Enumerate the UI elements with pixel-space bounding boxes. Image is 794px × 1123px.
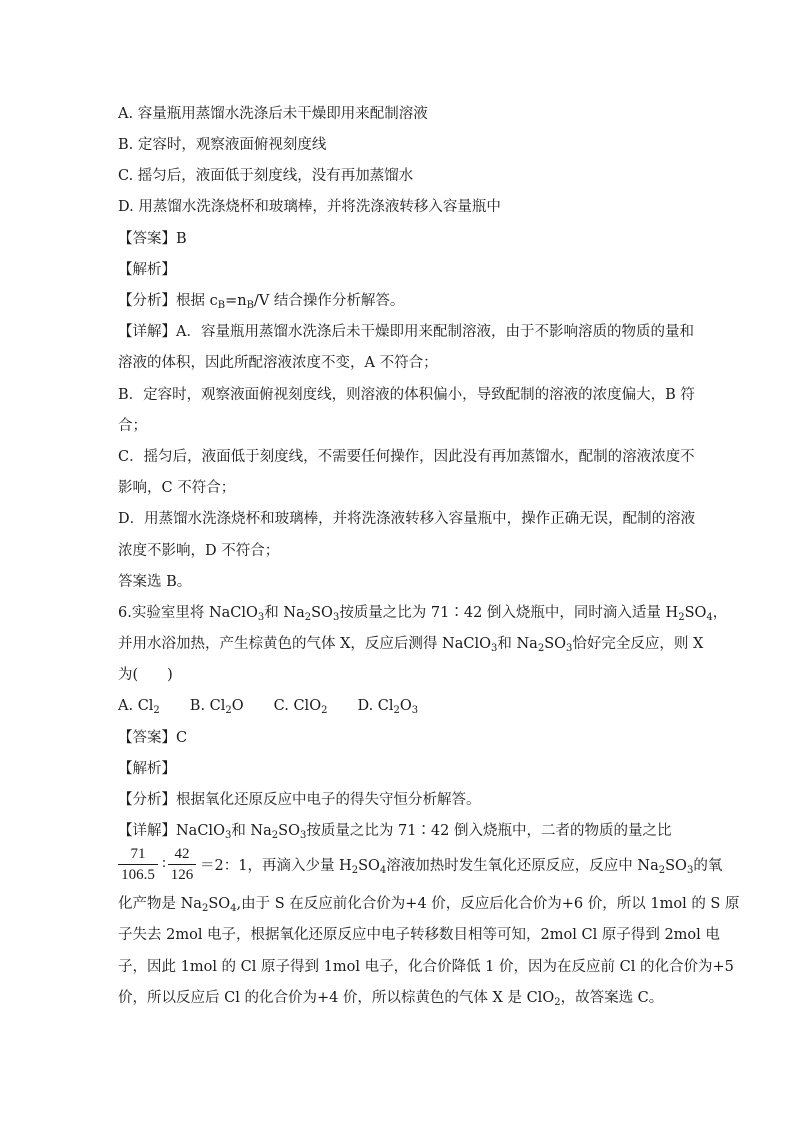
q6-text: SO bbox=[208, 896, 231, 912]
q6-sub: 4 bbox=[379, 865, 387, 876]
q6-sub: 3 bbox=[491, 643, 498, 654]
q6-text: 按质量之比为 71∶42 倒入烧瓶中，二者的物质的量之比 bbox=[306, 823, 672, 839]
q6-stem-line1 bbox=[118, 603, 727, 623]
q6-jiexi-heading: 【解析】 bbox=[118, 761, 176, 777]
q5-analysis-sub-b2: B bbox=[246, 300, 254, 311]
q6-text: 【详解】NaClO bbox=[118, 823, 225, 839]
q6-sub: 2 bbox=[658, 865, 666, 876]
q6-text: 6.实验室里将 NaClO bbox=[118, 605, 258, 621]
q6-option-d: D. $Cl_2O_3$ bbox=[357, 698, 419, 716]
q6-text: 价，所以反应后 Cl 的化合价为+4 价，所以棕黄色的气体 X 是 ClO bbox=[118, 990, 555, 1006]
q6-detail-line2 bbox=[200, 856, 722, 876]
q6-text: 并用水浴加热，产生棕黄色的气体 X，反应后测得 NaClO bbox=[118, 636, 491, 652]
q5-option-c: C. 摇匀后，液面低于刻度线，没有再加蒸馏水 bbox=[118, 168, 414, 184]
q5-detail-a-line2: 溶液的体积，因此所配溶液浓度不变，A 不符合； bbox=[118, 355, 438, 371]
q6-fraction-expression bbox=[118, 845, 198, 889]
q5-jiexi-heading: 【解析】 bbox=[118, 262, 176, 278]
q5-option-d: D. 用蒸馏水洗涤烧杯和玻璃棒，并将洗涤液转移入容量瓶中 bbox=[118, 199, 501, 215]
q5-detail-c-line1: C．摇匀后，液面低于刻度线，不需要任何操作，因此没有再加蒸馏水，配制的溶液浓度不 bbox=[118, 449, 695, 465]
q6-sub: 2 bbox=[678, 612, 685, 623]
q6-detail-line3 bbox=[118, 894, 739, 914]
q6-text: 溶液加热时发生氧化还原反应，反应中 Na bbox=[386, 858, 659, 874]
q5-detail-c-line2: 影响，C 不符合； bbox=[118, 480, 236, 496]
q6-text: 按质量之比为 71∶42 倒入烧瓶中，同时滴入适量 H bbox=[339, 605, 679, 621]
q6-sub: 2 bbox=[201, 903, 209, 914]
fraction-numerator: 71 bbox=[118, 845, 158, 865]
q6-text: SO bbox=[544, 636, 567, 652]
fraction-42-over-126 bbox=[168, 845, 196, 885]
q6-analysis: 【分析】根据氧化还原反应中电子的得失守恒分析解答。 bbox=[118, 792, 481, 808]
q6-text: ，故答案选 C。 bbox=[560, 990, 664, 1006]
q5-analysis bbox=[118, 291, 404, 311]
q5-analysis-sub-b1: B bbox=[217, 300, 226, 311]
q6-option-c: C. ClO$_2$ bbox=[273, 698, 328, 716]
q6-sub: 3 bbox=[566, 643, 573, 654]
q5-analysis-prefix: 【分析】根据 c bbox=[118, 293, 218, 309]
q6-sub: 2 bbox=[271, 830, 279, 841]
q6-text: 恰好完全反应，则 X bbox=[572, 636, 704, 652]
q5-detail-d-line2: 浓度不影响，D 不符合； bbox=[118, 543, 280, 559]
q6-options bbox=[118, 696, 418, 716]
q6-sub: 4 bbox=[230, 903, 237, 914]
q6-text: 和 Na bbox=[231, 823, 272, 839]
q6-detail-line6 bbox=[118, 988, 663, 1008]
q6-sub: 2 bbox=[304, 612, 312, 623]
q5-detail-b-line1: B．定容时，观察液面俯视刻度线，则溶液的体积偏小，导致配制的溶液的浓度偏大，B 符 bbox=[118, 387, 695, 403]
q6-text: ， bbox=[712, 605, 728, 621]
q6-sub: 4 bbox=[706, 612, 713, 623]
q6-sub: 3 bbox=[224, 830, 232, 841]
fraction-numerator: 42 bbox=[168, 845, 196, 865]
q6-option-a: A. $Cl_2$ bbox=[118, 698, 160, 716]
q6-text: 的氧 bbox=[693, 858, 723, 874]
q6-detail-line4: 子失去 2mol 电子，根据氧化还原反应中电子转移数目相等可知，2mol Cl 原子得到 2mol 电 bbox=[118, 927, 720, 943]
q6-text: ＝2：1，再滴入少量 H bbox=[200, 858, 352, 874]
q5-detail-d-line1: D．用蒸馏水洗涤烧杯和玻璃棒，并将洗涤液转移入容量瓶中，操作正确无误，配制的溶液 bbox=[118, 511, 696, 527]
q6-sub: 2 bbox=[554, 997, 561, 1008]
fraction-separator: : bbox=[161, 855, 167, 871]
q6-text: SO bbox=[358, 858, 380, 874]
q6-sub: 2 bbox=[537, 643, 545, 654]
q6-sub: 2 bbox=[351, 865, 359, 876]
q6-option-b: B. $Cl_2O$ bbox=[189, 698, 244, 716]
q5-detail-a-line1: 【详解】A．容量瓶用蒸馏水洗涤后未干燥即用来配制溶液，由于不影响溶质的物质的量和 bbox=[118, 324, 694, 340]
q6-text: SO bbox=[665, 858, 687, 874]
q6-stem-line3: 为( ) bbox=[118, 667, 173, 683]
q5-analysis-mid: =n bbox=[225, 293, 247, 309]
q6-text: 和 Na bbox=[497, 636, 538, 652]
q6-answer: 【答案】C bbox=[118, 730, 188, 746]
q5-option-a: A. 容量瓶用蒸馏水洗涤后未干燥即用来配制溶液 bbox=[118, 106, 428, 122]
q6-text: SO bbox=[311, 605, 333, 621]
q6-detail-line5: 子，因此 1mol 的 Cl 原子得到 1mol 电子，化合价降低 1 价，因为在反应前 Cl 的化合价为+5 bbox=[118, 959, 734, 975]
q6-sub: 3 bbox=[299, 830, 307, 841]
q6-text: 化产物是 Na bbox=[118, 896, 202, 912]
fraction-71-over-106-5 bbox=[118, 845, 158, 885]
q6-sub: 3 bbox=[686, 865, 694, 876]
q5-detail-b-line2: 合； bbox=[118, 418, 147, 434]
q6-stem-line2 bbox=[118, 634, 703, 654]
fraction-denominator: 126 bbox=[170, 867, 194, 883]
q5-option-b: B. 定容时，观察液面俯视刻度线 bbox=[118, 137, 327, 153]
q6-text: 和 Na bbox=[264, 605, 305, 621]
q6-detail-line1 bbox=[118, 821, 671, 841]
q6-text: ,由于 S 在反应前化合价为+4 价，反应后化合价为+6 价，所以 1mol 的 S 原 bbox=[236, 896, 740, 912]
q5-conclusion: 答案选 B。 bbox=[118, 574, 192, 590]
q5-answer: 【答案】B bbox=[118, 231, 187, 247]
q5-analysis-suffix: /V 结合操作分析解答。 bbox=[253, 293, 405, 309]
fraction-denominator: 106.5 bbox=[121, 867, 155, 883]
q6-text: SO bbox=[684, 605, 707, 621]
q6-sub: 3 bbox=[257, 612, 265, 623]
q6-sub: 3 bbox=[332, 612, 340, 623]
q6-text: SO bbox=[278, 823, 300, 839]
